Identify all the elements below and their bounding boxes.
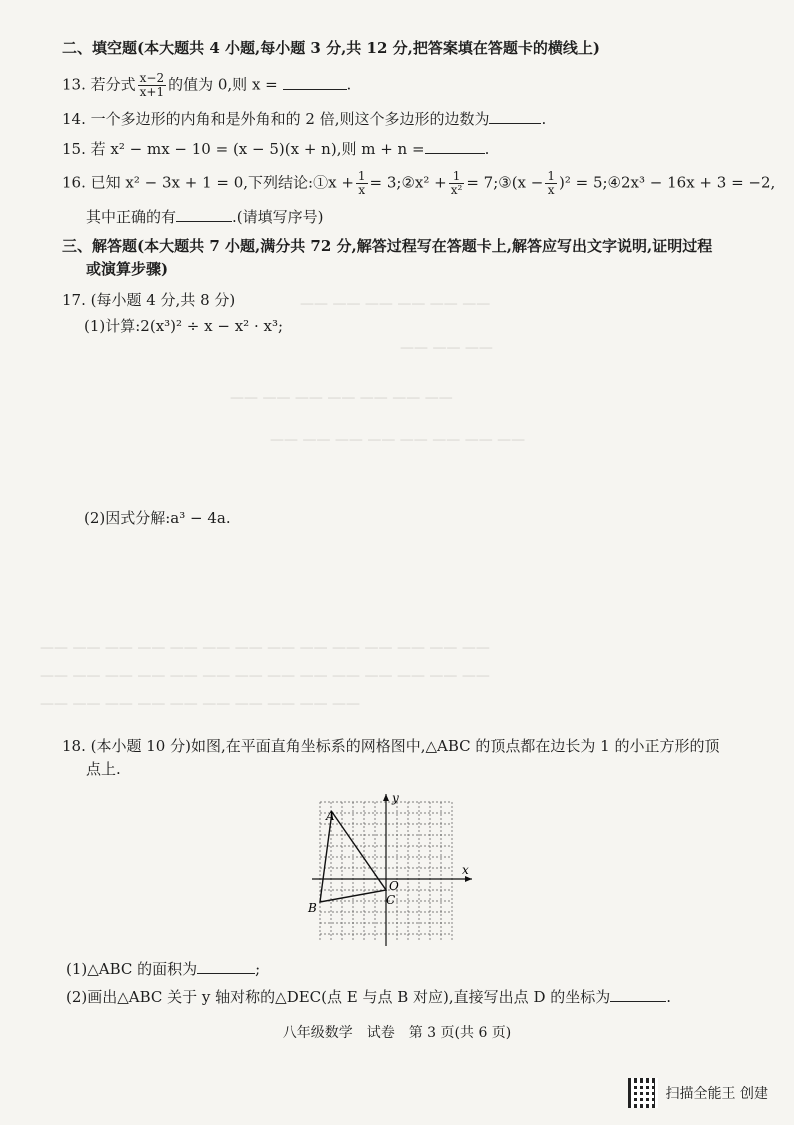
section3-title-line2: 或演算步骤) [86, 260, 169, 278]
question-18-2: (2)画出△ABC 关于 y 轴对称的△DEC(点 E 与点 B 对应),直接写出点 D 的坐标为 . [66, 988, 672, 1006]
question-15: 15. 若 x² − mx − 10 = (x − 5)(x + n),则 m + n = . [62, 140, 490, 158]
question-16-line2: 其中正确的有 .(请填写序号) [86, 208, 324, 226]
question-17-2: (2)因式分解:a³ − 4a. [84, 509, 231, 527]
question-17: 17. (每小题 4 分,共 8 分) [62, 291, 236, 309]
qr-code-icon [628, 1078, 658, 1108]
bleed-through: —— —— —— —— —— —— —— —— [270, 432, 526, 448]
bleed-through: —— —— —— [400, 340, 493, 356]
answer-blank [176, 206, 232, 222]
question-16: 16. 已知 x² − 3x + 1 = 0,下列结论:①x + $\frac{1}{x}$ = 3;②x² + $\frac{1}{\text{x²}}$ = 7;③(x − $\frac{1}{x}$ )² = 5;④2x³ − 16x + 3 = −2, [62, 169, 776, 197]
scanner-watermark [628, 1078, 768, 1108]
point-c-label: C [386, 893, 396, 907]
answer-blank [610, 986, 666, 1002]
question-13: 13. 若分式 $\frac{x-2}{x+1}$ 的值为 0,则 x = . [62, 71, 352, 99]
x-axis-label: x [462, 863, 469, 877]
bleed-through: —— —— —— —— —— —— [300, 296, 491, 312]
q13-fraction: $\frac{x-2}{x+1}$ [139, 71, 165, 99]
answer-blank [283, 74, 347, 90]
bleed-through: —— —— —— —— —— —— —— —— —— —— —— —— —— —— [40, 668, 490, 684]
question-18-line2: 点上. [86, 760, 121, 778]
scanner-watermark-text: 扫描全能王 创建 [665, 1086, 768, 1102]
bleed-through: —— —— —— —— —— —— —— [230, 390, 453, 406]
bleed-through: —— —— —— —— —— —— —— —— —— —— [40, 696, 361, 712]
origin-label: O [389, 879, 399, 893]
page-footer: 八年级数学 试卷 第 3 页(共 6 页) [282, 1025, 512, 1041]
answer-blank [489, 108, 541, 124]
question-14: 14. 一个多边形的内角和是外角和的 2 倍,则这个多边形的边数为 . [62, 110, 547, 128]
coordinate-grid-svg [304, 790, 476, 950]
answer-blank [197, 958, 255, 974]
section2-title: 二、填空题(本大题共 4 小题,每小题 3 分,共 12 分,把答案填在答题卡的横线上) [62, 39, 600, 57]
coordinate-grid-figure [304, 790, 476, 950]
point-b-label: B [308, 901, 317, 915]
question-18-1: (1)△ABC 的面积为 ; [66, 960, 261, 978]
y-axis-arrow [383, 794, 389, 801]
bleed-through: —— —— —— —— —— —— —— —— —— —— —— —— —— —— [40, 640, 490, 656]
question-18: 18. (本小题 10 分)如图,在平面直角坐标系的网格图中,△ABC 的顶点都在边长为 1 的小正方形的顶 [62, 737, 720, 755]
answer-blank [425, 138, 485, 154]
point-a-label: A [326, 809, 335, 823]
question-17-1: (1)计算:2(x³)² ÷ x − x² · x³; [84, 317, 284, 335]
section3-title: 三、解答题(本大题共 7 小题,满分共 72 分,解答过程写在答题卡上,解答应写出文字说明,证明过程 [62, 237, 713, 255]
y-axis-label: y [392, 791, 399, 805]
